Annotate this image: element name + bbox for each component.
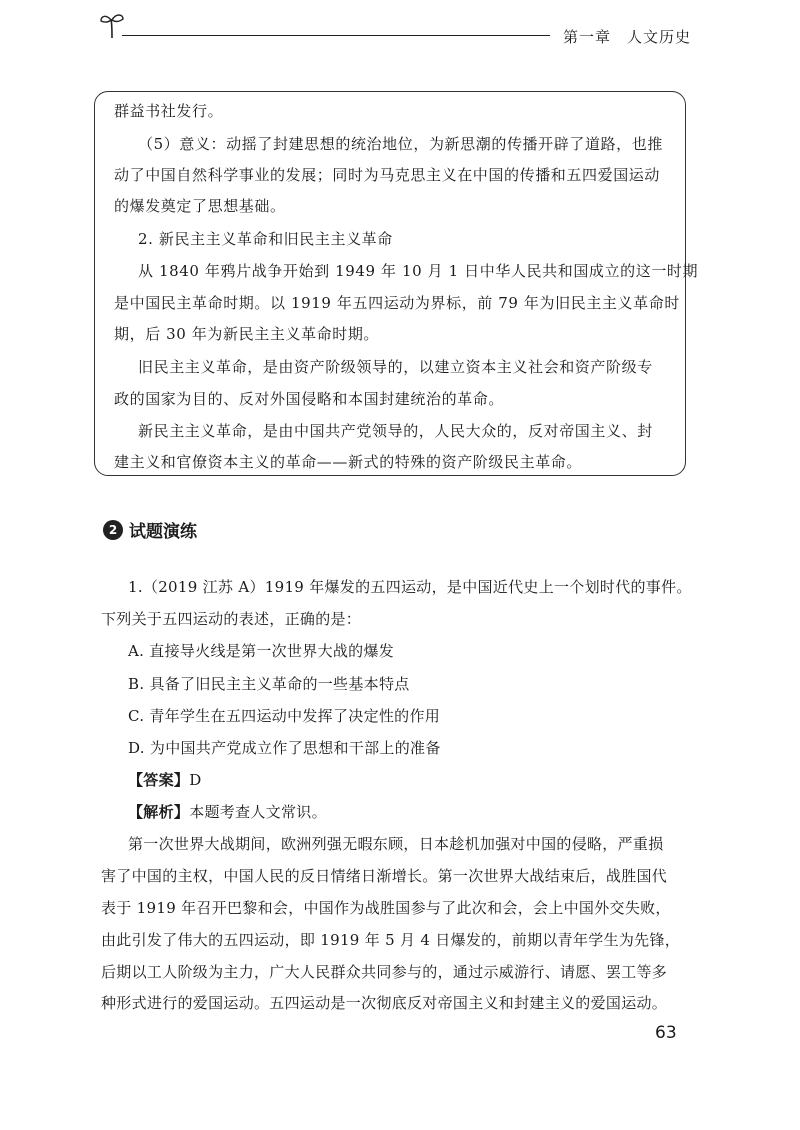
box-line: 新民主主义革命，是由中国共产党领导的，人民大众的，反对帝国主义、封 — [138, 422, 653, 440]
explanation-line: 表于 1919 年召开巴黎和会，中国作为战胜国参与了此次和会，会上中国外交失败， — [101, 899, 671, 917]
section-heading — [103, 517, 197, 542]
box-line: 群益书社发行。 — [114, 102, 224, 120]
box-line: 动了中国自然科学事业的发展；同时为马克思主义在中国的传播和五四爱国运动 — [114, 166, 661, 184]
explanation-line: 由此引发了伟大的五四运动，即 1919 年 5 月 4 日爆发的，前期以青年学生为先锋， — [101, 931, 681, 949]
analysis-text: 本题考查人文常识。 — [189, 803, 327, 821]
explanation-line: 第一次世界大战期间，欧洲列强无暇东顾，日本趁机加强对中国的侵略，严重损 — [128, 835, 664, 853]
sprout-icon — [98, 10, 126, 44]
box-line: 从 1840 年鸦片战争开始到 1949 年 10 月 1 日中华人民共和国成立的这一时期 — [138, 262, 699, 280]
chapter-number: 第一章 — [563, 28, 612, 46]
box-line: 的爆发奠定了思想基础。 — [114, 197, 286, 215]
box-line: 是中国民主革命时期。以 1919 年五四运动为界标，前 79 年为旧民主主义革命时 — [114, 294, 680, 312]
explanation-line: 后期以工人阶级为主力，广大人民群众共同参与的，通过示威游行、请愿、罢工等多 — [101, 963, 668, 981]
page-number: 63 — [655, 1023, 677, 1043]
explanation-line: 害了中国的主权，中国人民的反日情绪日渐增长。第一次世界大战结束后，战胜国代 — [101, 867, 668, 885]
chapter-title: 人文历史 — [627, 28, 692, 46]
box-line: 旧民主主义革命，是由资产阶级领导的，以建立资本主义社会和资产阶级专 — [138, 358, 653, 376]
option-c: C. 青年学生在五四运动中发挥了决定性的作用 — [128, 707, 441, 725]
answer-value: D — [189, 771, 202, 789]
explanation-line: 种形式进行的爱国运动。五四运动是一次彻底反对帝国主义和封建主义的爱国运动。 — [101, 994, 668, 1012]
answer-line — [128, 769, 202, 790]
chapter-header — [563, 26, 691, 47]
header-rule — [122, 35, 550, 36]
answer-label: 【答案】 — [128, 771, 190, 789]
section-number-badge: 2 — [103, 520, 123, 540]
option-a: A. 直接导火线是第一次世界大战的爆发 — [128, 642, 395, 660]
box-line: （5）意义：动摇了封建思想的统治地位，为新思潮的传播开辟了道路，也推 — [138, 135, 663, 153]
option-b: B. 具备了旧民主主义革命的一些基本特点 — [128, 675, 410, 693]
analysis-label: 【解析】 — [128, 803, 190, 821]
question-stem: 1.（2019 江苏 A）1919 年爆发的五四运动，是中国近代史上一个划时代的事件。 — [128, 578, 692, 596]
analysis-line — [128, 801, 327, 822]
box-line: 政的国家为目的、反对外国侵略和本国封建统治的革命。 — [114, 390, 505, 408]
box-line: 期，后 30 年为新民主主义革命时期。 — [114, 325, 380, 343]
question-stem: 下列关于五四运动的表述，正确的是： — [101, 610, 362, 628]
box-line: 建主义和官僚资本主义的革命——新式的特殊的资产阶级民主革命。 — [114, 453, 583, 471]
section-title: 试题演练 — [129, 522, 197, 542]
box-subheading: 2. 新民主主义革命和旧民主主义革命 — [138, 230, 393, 248]
option-d: D. 为中国共产党成立作了思想和干部上的准备 — [128, 739, 441, 757]
